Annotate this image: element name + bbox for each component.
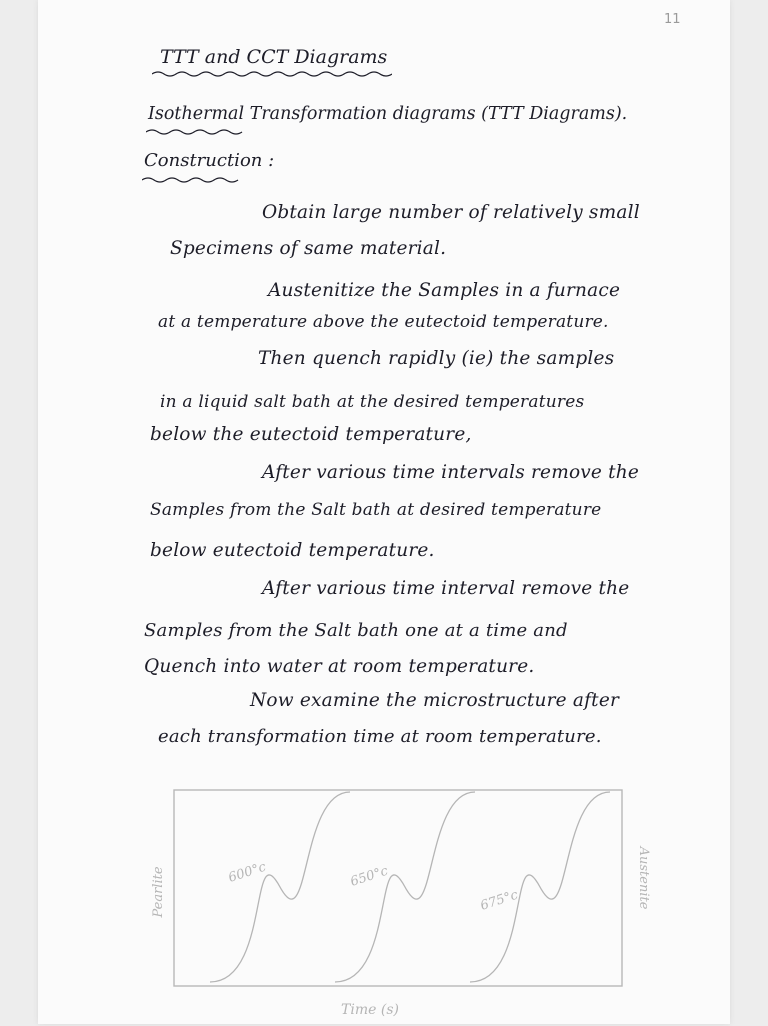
construction-heading: Construction :: [144, 150, 275, 171]
transformation-curve: [470, 792, 610, 982]
note-line: Samples from the Salt bath one at a time and: [144, 620, 568, 641]
note-line: below eutectoid temperature.: [150, 540, 435, 561]
note-line: Then quench rapidly (ie) the samples: [258, 348, 615, 369]
transformation-curve: [210, 792, 350, 982]
note-line: Quench into water at room temperature.: [144, 656, 535, 677]
right-label: Austenite: [636, 846, 651, 910]
note-line: below the eutectoid temperature,: [150, 424, 472, 445]
note-line: Obtain large number of relatively small: [262, 202, 640, 223]
construction-underline: [142, 176, 242, 184]
note-line: at a temperature above the eutectoid temperature.: [158, 312, 609, 332]
note-line: Austenitize the Samples in a furnace: [268, 280, 621, 301]
note-line: After various time intervals remove the: [262, 462, 640, 483]
note-line: in a liquid salt bath at the desired temperatures: [160, 392, 585, 412]
title-underline: [152, 70, 392, 78]
curve-temperature-label: 675°c: [478, 887, 520, 914]
page-title: TTT and CCT Diagrams: [160, 46, 388, 68]
x-axis-label: Time (s): [341, 1002, 399, 1018]
note-line: Specimens of same material.: [170, 238, 447, 259]
note-line: each transformation time at room temperature.: [158, 726, 602, 747]
left-label: Pearlite: [151, 866, 166, 918]
page-number: 11: [664, 12, 681, 27]
curve-temperature-label: 600°c: [226, 859, 268, 886]
note-line: After various time interval remove the: [262, 578, 630, 599]
ttt-diagram-svg: [140, 782, 680, 1022]
ttt-diagram: [140, 782, 680, 1022]
section-subtitle: Isothermal Transformation diagrams (TTT Diagrams).: [148, 104, 628, 124]
subtitle-underline: [146, 128, 244, 136]
note-line: Samples from the Salt bath at desired temperature: [150, 500, 602, 520]
note-line: Now examine the microstructure after: [250, 690, 620, 711]
diagram-frame: [174, 790, 622, 986]
curve-temperature-label: 650°c: [348, 863, 390, 890]
